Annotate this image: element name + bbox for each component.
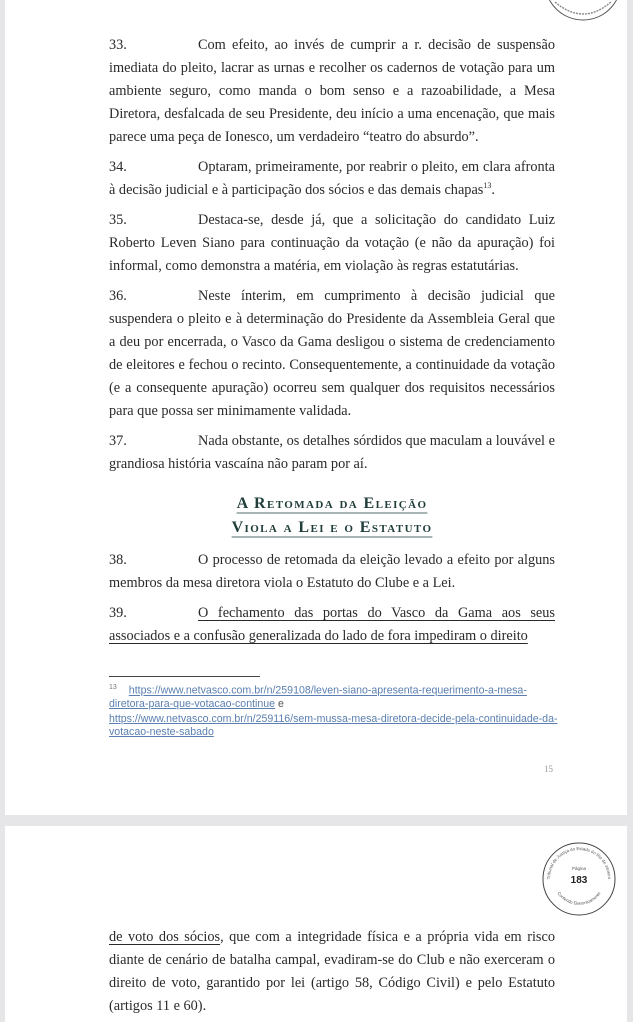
paragraph-number: 37.	[109, 433, 127, 449]
continuation-text: , que com a integridade física e a própria vida em risco diante de cenário de batalha campal, evadiram-se do Club e não exerceram o direito de voto, garantido por lei (artigo 58, Código Civil) e pelo Estatuto (artigos 11 e 60).	[109, 929, 555, 1014]
heading-line-1: A Retomada da Eleição	[236, 495, 428, 512]
paragraph-35	[109, 209, 555, 278]
footnote-13	[109, 681, 561, 739]
footnote-link-1[interactable]: https://www.netvasco.com.br/n/259108/leven-siano-apresenta-requerimento-a-mesa-diretora-para-que-votacao-continue	[109, 684, 527, 710]
paragraph-number: 35.	[109, 212, 127, 228]
footnote-conjunction: e	[278, 697, 284, 710]
paragraph-number: 39.	[109, 605, 127, 621]
paragraph-text: O processo de retomada da eleição levado a efeito por alguns membros da mesa diretora viola o Estatuto do Clube e a Lei.	[109, 552, 555, 591]
paragraph-number: 34.	[109, 159, 127, 175]
section-heading	[109, 492, 555, 540]
paragraph-text-underlined: O fechamento das portas do Vasco da Gama aos seus associados e a confusão generalizada do lado de fora impediram o direito	[109, 605, 555, 644]
document-page-15	[5, 0, 627, 815]
continuation-underlined: de voto dos sócios	[109, 929, 221, 945]
body-text-continuation	[109, 926, 555, 1018]
court-stamp	[540, 840, 618, 918]
body-text-top	[109, 34, 555, 476]
paragraph-text: Neste ínterim, em cumprimento à decisão judicial que suspendera o pleito e à determinação do Presidente da Assembleia Geral que a deu por encerrada, o Vasco da Gama desligou o sistema de credenciamento de eleitores e fechou o recinto. Consequentemente, a continuidade da votação (e a consequente apuração) ocorreu sem qualquer dos requisitos necessários para que possa ser minimamente validada.	[109, 288, 555, 419]
heading-line-2: Viola a Lei e o Estatuto	[231, 519, 433, 536]
paragraph-text: Nada obstante, os detalhes sórdidos que maculam a louvável e grandiosa história vascaína não param por aí.	[109, 433, 555, 472]
footnote-separator	[109, 676, 260, 677]
paragraph-number: 33.	[109, 37, 127, 53]
paragraph-39	[109, 602, 555, 648]
footnote-number: 13	[109, 684, 117, 691]
paragraph-text: Com efeito, ao invés de cumprir a r. decisão de suspensão imediata do pleito, lacrar as urnas e recolher os cadernos de votação para um ambiente seguro, como manda o bom senso e a razoabilidade, a Mesa Diretora, desfalcada de seu Presidente, deu início a uma encenação, que mais parece uma peça de Ionesco, um verdadeiro “teatro do absurdo”.	[109, 37, 555, 145]
paragraph-text-end: .	[491, 182, 495, 198]
stamp-court-name: Tribunal de Justiça do Estado do Rio de Janeiro	[545, 845, 613, 880]
footnote-reference[interactable]: 13	[483, 181, 492, 191]
paragraph-37	[109, 430, 555, 476]
paragraph-38	[109, 549, 555, 595]
court-stamp-top	[541, 0, 625, 24]
paragraph-39-continuation	[109, 926, 555, 1018]
footnote-link-2[interactable]: https://www.netvasco.com.br/n/259116/sem-mussa-mesa-diretora-decide-pela-continuidade-da-votacao-neste-sabado	[109, 712, 558, 738]
paragraph-text: Destaca-se, desde já, que a solicitação do candidato Luiz Roberto Leven Siano para continuação da votação (e não da apuração) foi informal, como demonstra a matéria, em violação às regras estatutárias.	[109, 212, 555, 274]
page-number: 15	[544, 764, 553, 774]
document-page-16	[5, 826, 627, 1022]
paragraph-number: 38.	[109, 552, 127, 568]
paragraph-34	[109, 156, 555, 202]
paragraph-33	[109, 34, 555, 149]
paragraph-36	[109, 285, 555, 423]
stamp-label: Página	[571, 866, 587, 871]
paragraph-text: Optaram, primeiramente, por reabrir o pleito, em clara afronta à decisão judicial e à participação dos sócios e das demais chapas	[109, 159, 555, 198]
body-text-bottom	[109, 549, 555, 648]
paragraph-number: 36.	[109, 288, 127, 304]
stamp-footer: Conferido Eletronicamente	[556, 890, 602, 906]
stamp-page-number: 183	[570, 875, 588, 886]
